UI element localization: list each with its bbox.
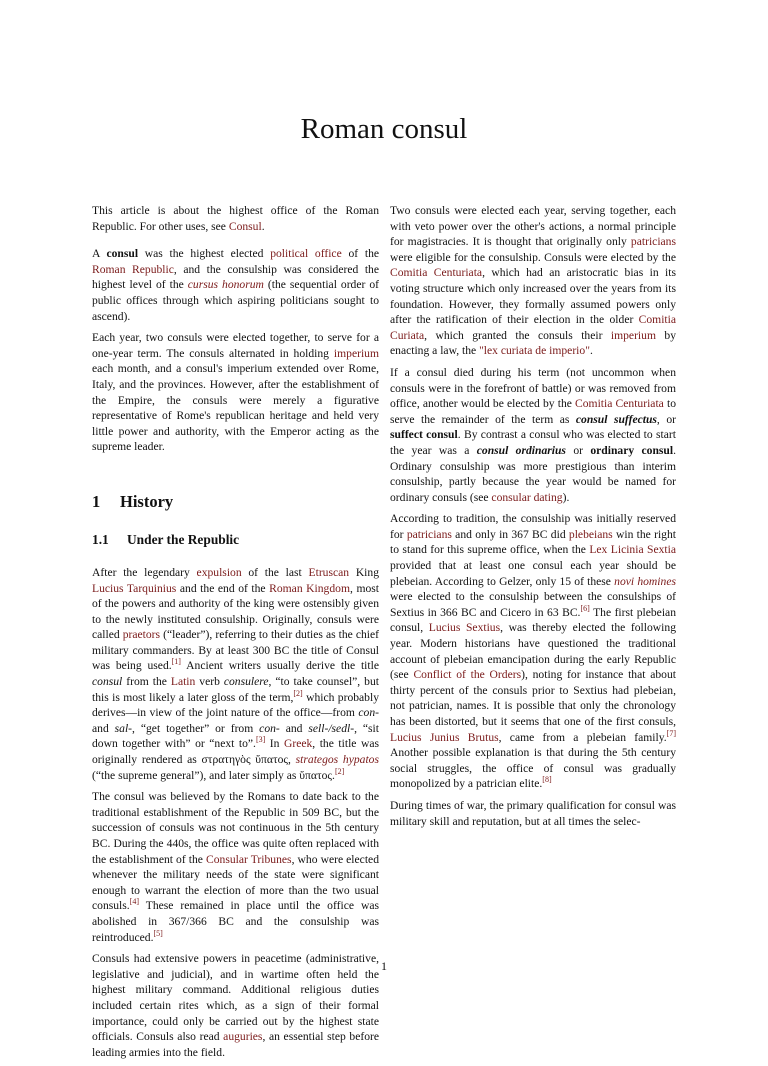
lex-licinia-sextia-link[interactable]: Lex Licinia Sextia [589,543,676,557]
left-column [92,203,379,1066]
citation-link[interactable]: [6] [580,603,590,613]
novi-homines-link[interactable]: novi homines [614,574,676,588]
citation-link[interactable]: [2] [293,688,303,698]
conflict-of-the-orders-link[interactable]: Conflict of the Orders [413,668,522,682]
citation-link[interactable]: [5] [153,928,163,938]
lucius-sextius-link[interactable]: Lucius Sextius [428,621,501,635]
hatnote: This article is about the highest office of the Roman Republic. For other uses, see Consul. [92,204,379,233]
citation-link[interactable]: [7] [666,728,676,738]
lead-paragraph-2: Each year, two consuls were elected together, to serve for a one-year term. The consuls alternated in holding imperium each month, and a consul's imperium extended over Rome, Italy, and the provinces. However, after the establishment of the Empire, the consuls were merely a figurative representative of Rome's republican heritage and held very little power and authority, with the Emperor acting as the supreme leader. [92,331,379,454]
page-number: 1 [381,959,387,973]
plebeians-link[interactable]: plebeians [568,527,613,541]
citation-link[interactable]: [1] [171,657,181,667]
strategos-hypatos-link[interactable]: strategos hypatos [295,753,379,767]
imperium-link[interactable]: imperium [610,328,656,342]
history-paragraph-7: During times of war, the primary qualification for consul was military skill and reputation, but at all times the selec- [390,798,676,828]
history-paragraph-3: Consuls had extensive powers in peacetime (administrative, legislative and judicial), and in wartime often held the highest military command. Additional religious duties included certain rites which, as a sign of their formal importance, could only be carried out by the highest state officials. Consuls also read auguries, an essential step before leading armies into the field. [92,952,379,1059]
section-heading-history: 1 History [92,491,174,511]
lead-paragraph-1: A consul was the highest elected political office of the Roman Republic, and the consulship was considered the highest level of the cursus honorum (the sequential order of public offices through which aspiring politicians sought to ascend). [92,247,380,323]
comitia-centuriata-link[interactable]: Comitia Centuriata [390,266,483,280]
history-paragraph-4: Two consuls were elected each year, serving together, each with veto power over the other's actions, a normal principle for magistracies. It is thought that originally only patricians were eligible for the consulship. Consuls were elected by the Comitia Centuriata, which had an aristocratic bias in its voting structure which only increased over the years from its foundation. However, they formally assumed powers only after the ratification of their election in the older Comitia Curiata, which granted the consuls their imperium by enacting a law, the "lex curiata de imperio". [390,204,677,358]
patricians-link[interactable]: patricians [406,527,452,541]
patricians-link[interactable]: patricians [630,235,676,249]
consular-dating-link[interactable]: consular dating [491,490,563,504]
comitia-curiata-link[interactable]: Comitia Curiata [390,313,676,342]
imperium-link[interactable]: imperium [333,346,379,360]
cursus-honorum-link[interactable]: cursus honorum [187,278,264,292]
citation-link[interactable]: [4] [129,897,140,907]
history-paragraph-2: The consul was believed by the Romans to date back to the traditional establishment of the Republic in 509 BC, but the succession of consuls was not continuous in the 5th century BC. During the 440s, the office was quite often replaced with the establishment of the Consular Tribunes, who were elected whenever the military needs of the state were significant enough to warrant the election of more than the two usual consuls.[4] These remained in place until the office was abolished in 367/366 BC and the consulship was reintroduced.[5] [92,790,379,944]
history-paragraph-1: After the legendary expulsion of the last Etruscan King Lucius Tarquinius and the end of the Roman Kingdom, most of the powers and authority of the king were ostensibly given to the newly instituted consulship. Originally, consuls were called praetors (“leader”), referring to their duties as the chief military commanders. By at least 300 BC the title of Consul was being used.[1] Ancient writers usually derive the title consul from the Latin verb consulere, “to take counsel”, but this is most likely a later gloss of the term,[2] which probably derives—in view of the joint nature of the office—from con- and sal-, “get together” or from con- and sell-/sedl-, “sit down together with” or “next to”.[3] In Greek, the title was originally rendered as στρατηγὸς ὕπατος, strategos hypatos (“the supreme general”), and later simply as ὕπατος.[2] [92,565,380,782]
citation-link[interactable]: [3] [255,735,266,745]
comitia-centuriata-link[interactable]: Comitia Centuriata [575,397,664,411]
consular-tribunes-link[interactable]: Consular Tribunes [206,852,292,866]
history-paragraph-6: According to tradition, the consulship was initially reserved for patricians and only in 367 BC did plebeians win the right to stand for this supreme office, when the Lex Licinia Sextia provided that at least one consul each year should be plebeian. According to Gelzer, only 15 of these novi homines were elected to the consulship between the consulships of Sextius in 366 BC and Cicero in 63 BC.[6] The first plebeian consul, Lucius Sextius, was thereby elected the following year. Modern historians have questioned the traditional account of plebeian emancipation during the early Republic (see Conflict of the Orders), noting for instance that about thirty percent of the consuls prior to Sextius had plebeian, not patrician, names. It is possible that only the chronology has been distorted, but it seems that one of the first consuls, Lucius Junius Brutus, came from a plebeian family.[7] Another possible explanation is that during the 5th century social struggles, the office of consul was gradually monopolized by a patrician elite.[8] [390,512,676,791]
citation-link[interactable]: [8] [542,775,552,785]
history-paragraph-5: If a consul died during his term (not uncommon when consuls were in the forefront of battle) or was removed from office, another would be elected by the Comitia Centuriata to serve the remainder of the term as consul suffectus, or suffect consul. By contrast a consul who was elected to start the year was a consul ordinarius or ordinary consul. Ordinary consulship was more prestigious than interim consulship, partly because the year would be named for ordinary consuls (see consular dating). [390,365,676,504]
political-office-link[interactable]: political office [270,247,342,261]
expulsion-link[interactable]: expulsion [196,565,242,579]
lex-curiata-link[interactable]: "lex curiata de imperio" [479,344,590,358]
etruscan-link[interactable]: Etruscan [308,565,350,579]
citation-link[interactable]: [2] [334,766,345,776]
greek-link[interactable]: Greek [283,737,313,751]
roman-kingdom-link[interactable]: Roman Kingdom [269,581,350,595]
lucius-tarquinius-link[interactable]: Lucius Tarquinius [92,581,177,595]
right-column [390,203,676,835]
auguries-link[interactable]: auguries [223,1030,263,1044]
consul-disambiguation-link[interactable]: Consul [228,219,262,233]
subsection-heading-under-the-republic: 1.1 Under the Republic [92,531,240,547]
latin-link[interactable]: Latin [170,675,196,689]
praetors-link[interactable]: praetors [122,628,161,642]
page-title: Roman consul [300,113,468,145]
roman-republic-link[interactable]: Roman Republic [92,262,174,276]
lucius-junius-brutus-link[interactable]: Lucius Junius Brutus [390,730,499,744]
